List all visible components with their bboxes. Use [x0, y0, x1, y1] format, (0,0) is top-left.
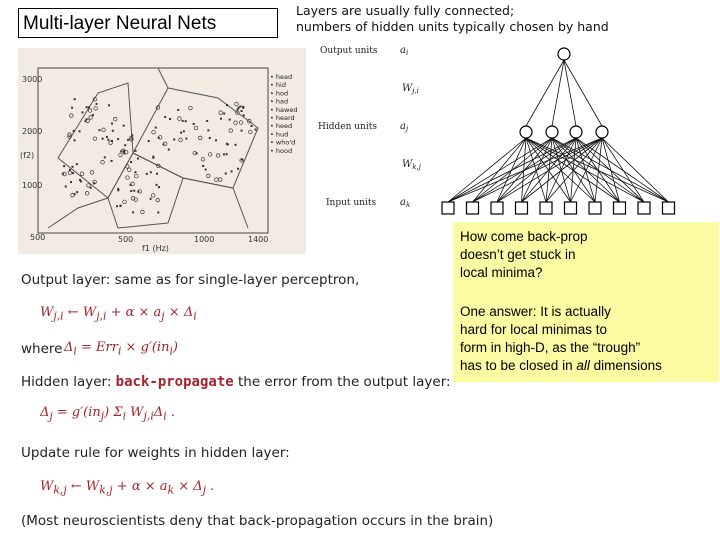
scatter-point — [156, 173, 158, 175]
input-unit — [442, 202, 454, 214]
where-text: where — [21, 341, 63, 357]
scatter-point — [81, 111, 83, 113]
scatter-point — [71, 107, 73, 109]
note-line: hard for local minimas to — [460, 322, 608, 337]
scatter-point — [205, 169, 207, 171]
scatter-point — [148, 140, 150, 142]
scatter-point — [123, 200, 127, 204]
scatter-point — [93, 137, 97, 141]
scatter-points — [62, 98, 257, 214]
plot-legend — [270, 73, 297, 155]
x-tick-label: 1400 — [248, 235, 269, 244]
scatter-point — [163, 143, 165, 145]
note-line: local minima? — [460, 265, 543, 280]
scatter-point — [117, 138, 119, 140]
scatter-point — [237, 108, 239, 110]
legend-entry: • heed — [270, 122, 293, 131]
scatter-point — [239, 105, 241, 107]
connection-line — [497, 138, 526, 202]
network-diagram — [312, 38, 720, 224]
x-axis-label: f1 (Hz) — [142, 244, 169, 253]
scatter-point — [235, 102, 239, 106]
scatter-point — [151, 194, 155, 198]
scatter-point — [79, 179, 81, 181]
input-unit — [516, 202, 528, 214]
hidden-unit — [596, 126, 608, 138]
scatter-point — [112, 130, 114, 132]
scatter-point — [117, 189, 119, 191]
hidden-unit — [520, 126, 532, 138]
note-line: doesn’t get stuck in — [460, 247, 576, 262]
scatter-point — [90, 171, 94, 175]
scatter-point — [73, 139, 75, 141]
input-unit — [491, 202, 503, 214]
scatter-point — [157, 211, 159, 213]
scatter-point — [101, 160, 105, 164]
scatter-point — [219, 111, 223, 115]
scatter-point — [137, 158, 139, 160]
legend-entry: • hid — [270, 81, 286, 90]
scatter-point — [206, 120, 208, 122]
input-unit — [589, 202, 601, 214]
scatter-point — [178, 117, 182, 121]
hidden-layer-text — [21, 374, 451, 390]
scatter-point — [124, 144, 126, 146]
scatter-point — [207, 129, 209, 131]
scatter-point — [62, 173, 64, 175]
scatter-point — [111, 140, 113, 142]
scatter-point — [63, 165, 65, 167]
scatter-point — [68, 171, 72, 175]
formula-delta-i: $\Delta_i = Err_i \times g'(in_i)$ — [64, 340, 178, 358]
scatter-point — [104, 156, 106, 158]
scatter-point — [150, 198, 152, 200]
a-i-label: $a_i$ — [400, 45, 409, 57]
a-k-label: $a_k$ — [400, 197, 411, 209]
scatter-point — [155, 127, 157, 129]
scatter-point — [180, 132, 182, 134]
legend-entry: • had — [270, 97, 289, 106]
scatter-point — [156, 184, 158, 186]
scatter-point — [146, 173, 148, 175]
scatter-point — [215, 178, 219, 182]
legend-entry: • who'd — [270, 138, 296, 147]
scatter-point — [120, 205, 122, 207]
formant-scatter-plot — [18, 48, 306, 254]
scatter-point — [150, 171, 152, 173]
hidden-layer-prefix: Hidden layer: — [21, 374, 112, 390]
scatter-point — [237, 168, 239, 170]
scatter-point — [130, 161, 132, 163]
scatter-point — [133, 190, 135, 192]
scatter-point — [223, 113, 225, 115]
input-unit — [663, 202, 675, 214]
output-unit — [558, 48, 570, 60]
scatter-point — [86, 118, 88, 120]
scatter-point — [215, 139, 217, 141]
region-boundary — [48, 198, 108, 228]
connection-line — [602, 138, 669, 202]
connection-line — [473, 138, 527, 202]
scatter-point — [130, 190, 132, 192]
scatter-point — [218, 178, 222, 182]
x-tick-label: 1000 — [194, 235, 215, 244]
connection-line — [576, 138, 669, 202]
scatter-point — [135, 150, 137, 152]
connection-line — [526, 138, 620, 202]
scatter-point — [185, 120, 187, 122]
legend-entry: • hod — [270, 89, 289, 98]
scatter-point — [223, 153, 225, 155]
connection-line — [602, 138, 644, 202]
scatter-point — [85, 191, 89, 195]
scatter-point — [152, 157, 154, 159]
scatter-point — [123, 125, 125, 127]
hidden-layer-suffix: the error from the output layer: — [237, 374, 451, 390]
scatter-point — [168, 149, 170, 151]
connection-line — [552, 138, 669, 202]
scatter-point — [255, 128, 257, 130]
scatter-point — [239, 121, 243, 125]
legend-entry: • head — [270, 73, 293, 81]
scatter-point — [179, 138, 183, 142]
scatter-point — [92, 114, 94, 116]
y-axis-label: (f2) — [20, 151, 35, 160]
output-units-label: Output units — [320, 46, 378, 56]
scatter-point — [111, 123, 113, 125]
scatter-point — [158, 186, 160, 188]
hidden-unit — [546, 126, 558, 138]
scatter-point — [229, 129, 233, 133]
input-unit — [467, 202, 479, 214]
top-note-line-2: numbers of hidden units typically chosen by hand — [296, 19, 609, 34]
scatter-point — [248, 130, 252, 134]
connection-line — [448, 138, 526, 202]
scatter-point — [189, 106, 193, 110]
scatter-point — [124, 150, 128, 154]
scatter-point — [126, 176, 130, 180]
scatter-point — [216, 154, 220, 158]
scatter-point — [90, 187, 92, 189]
scatter-point — [240, 110, 242, 112]
callout-note — [453, 222, 719, 382]
scatter-point — [73, 130, 75, 132]
scatter-point — [127, 168, 131, 172]
scatter-point — [194, 126, 198, 130]
input-unit — [614, 202, 626, 214]
scatter-point — [89, 116, 93, 120]
footer-note: (Most neuroscientists deny that back-propagation occurs in the brain) — [21, 513, 494, 529]
note-line: form in high-D, as the “trough” — [460, 340, 641, 355]
scatter-point — [251, 125, 253, 127]
scatter-point — [182, 120, 184, 122]
scatter-point — [76, 163, 78, 165]
scatter-point — [156, 198, 160, 202]
scatter-point — [80, 172, 84, 176]
scatter-point — [231, 170, 233, 172]
y-tick-label: 2000 — [22, 127, 43, 136]
scatter-point — [169, 118, 171, 120]
scatter-point — [241, 130, 243, 132]
region-boundary — [158, 68, 248, 228]
scatter-point — [235, 144, 237, 146]
scatter-point — [242, 106, 244, 108]
a-j-label: $a_j$ — [400, 121, 409, 133]
scatter-point — [108, 104, 110, 106]
input-unit — [540, 202, 552, 214]
note-line: has to be closed in all dimensions — [460, 358, 662, 373]
scatter-point — [87, 184, 91, 188]
scatter-point — [220, 118, 222, 120]
scatter-point — [102, 138, 104, 140]
input-unit — [565, 202, 577, 214]
legend-entry: • heard — [270, 114, 295, 122]
back-propagate-term: back-propagate — [115, 374, 234, 390]
x-tick-label: 500 — [118, 235, 134, 244]
slide-title: Multi-layer Neural Nets — [18, 8, 278, 38]
scatter-point — [229, 119, 231, 121]
scatter-point — [107, 139, 109, 141]
w-kj-label: $W_{k,j}$ — [402, 159, 421, 171]
scatter-point — [79, 130, 81, 132]
update-rule-text: Update rule for weights in hidden layer: — [21, 445, 290, 461]
scatter-point — [135, 174, 139, 178]
note-line: How come back-prop — [460, 229, 588, 244]
scatter-point — [102, 128, 106, 132]
scatter-point — [164, 116, 166, 118]
scatter-point — [88, 106, 90, 108]
scatter-point — [198, 136, 202, 140]
scatter-point — [209, 137, 211, 139]
note-emphasis: all — [576, 358, 590, 373]
scatter-point — [225, 172, 227, 174]
scatter-point — [76, 191, 78, 193]
scatter-point — [65, 186, 67, 188]
formula-output-update: $W_{j,i}$ ← $W_{j,i} + \alpha \times a_j \times \Delta_i$ — [40, 305, 197, 323]
scatter-point — [201, 157, 205, 161]
formant-plot-svg — [18, 48, 306, 254]
scatter-point — [243, 114, 245, 116]
scatter-point — [183, 130, 185, 132]
scatter-point — [98, 129, 100, 131]
legend-entry: • hawed — [270, 105, 298, 114]
plot-frame — [38, 68, 268, 233]
scatter-point — [84, 120, 86, 122]
hidden-unit — [570, 126, 582, 138]
formula-delta-j: $\Delta_j = g'(in_j)$ $\Sigma_i$ $W_{j,i}\Delta_i$ . — [40, 405, 175, 423]
legend-entry: • hud — [270, 130, 289, 139]
scatter-point — [127, 139, 129, 141]
scatter-point — [106, 136, 108, 138]
scatter-point — [86, 106, 88, 108]
scatter-point — [94, 107, 98, 111]
scatter-point — [96, 103, 98, 105]
scatter-point — [132, 211, 134, 213]
connection-line — [552, 138, 595, 202]
scatter-point — [152, 130, 156, 134]
scatter-point — [70, 181, 72, 183]
y-tick-label: 3000 — [22, 75, 43, 84]
scatter-point — [74, 98, 76, 100]
scatter-point — [238, 107, 240, 109]
scatter-point — [227, 143, 229, 145]
scatter-point — [185, 138, 187, 140]
scatter-point — [202, 165, 204, 167]
scatter-point — [120, 150, 122, 152]
top-note — [296, 3, 609, 35]
scatter-point — [113, 117, 117, 121]
scatter-point — [69, 169, 71, 171]
y-tick-label: 500 — [30, 233, 46, 242]
formula-hidden-update: $W_{k,j}$ ← $W_{k,j} + \alpha \times a_k \times \Delta_j$ . — [40, 479, 215, 497]
note-line: One answer: It is actually — [460, 304, 611, 319]
scatter-point — [226, 104, 228, 106]
output-layer-text: Output layer: same as for single-layer perceptron, — [21, 272, 360, 288]
scatter-point — [88, 109, 92, 113]
scatter-point — [141, 210, 145, 214]
scatter-point — [116, 205, 118, 207]
scatter-point — [208, 153, 212, 157]
y-tick-label: 1000 — [22, 181, 43, 190]
input-units-label: Input units — [326, 198, 377, 208]
scatter-point — [193, 123, 195, 125]
legend-entry: • hood — [270, 146, 293, 155]
hidden-units-label: Hidden units — [318, 122, 377, 132]
scatter-point — [226, 153, 228, 155]
input-unit — [638, 202, 650, 214]
scatter-point — [70, 114, 74, 118]
scatter-point — [119, 153, 123, 157]
scatter-point — [177, 109, 179, 111]
scatter-point — [241, 159, 243, 161]
top-note-line-1: Layers are usually fully connected; — [296, 3, 515, 18]
scatter-point — [134, 171, 136, 173]
w-ji-label: $W_{j,i}$ — [402, 83, 419, 95]
scatter-point — [111, 160, 113, 162]
scatter-point — [173, 138, 175, 140]
scatter-point — [72, 166, 74, 168]
scatter-point — [72, 172, 74, 174]
scatter-point — [206, 174, 210, 178]
scatter-point — [234, 121, 238, 125]
